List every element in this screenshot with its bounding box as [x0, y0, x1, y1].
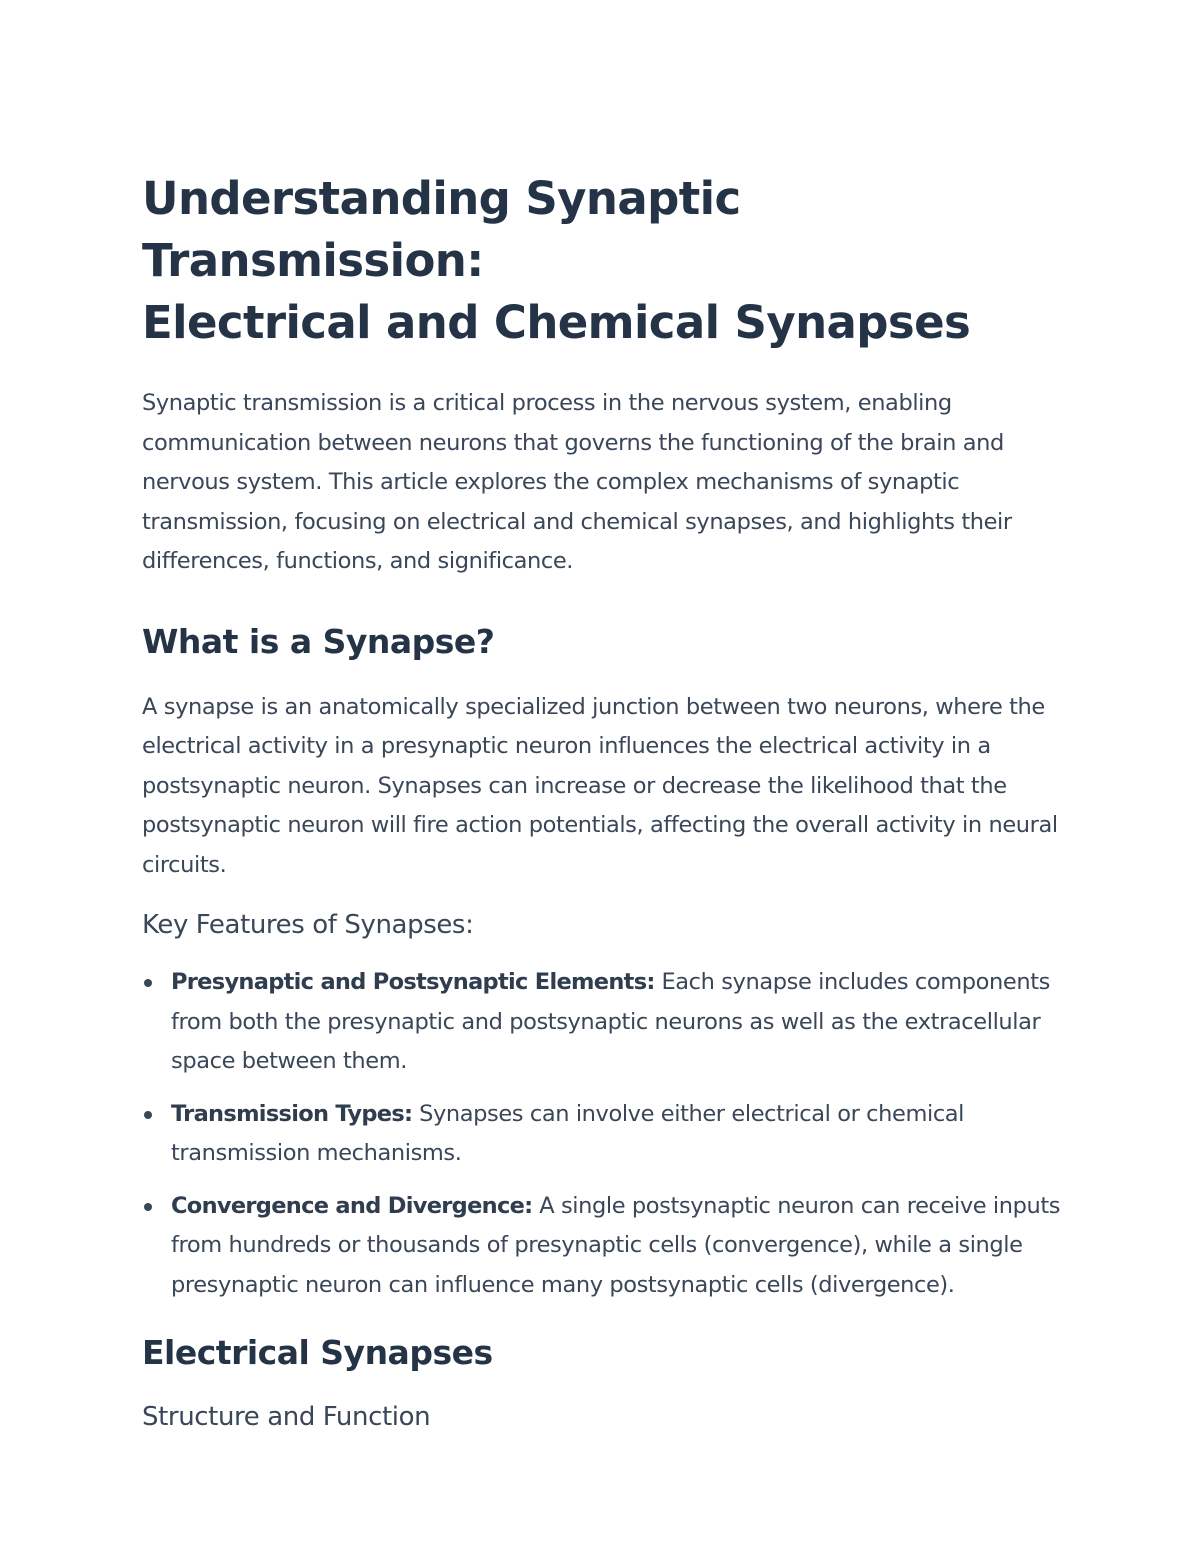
title-line-2: Electrical and Chemical Synapses — [142, 296, 971, 349]
synapse-definition-paragraph: A synapse is an anatomically specialized junction between two neurons, where the electrical activity in a presynaptic neuron influences the electrical activity in a postsynaptic neuron. Synapses can increase or decrease the likelihood that the postsynaptic neuron will fire action potentials, affecting the overall activity in neural circuits. — [142, 693, 1058, 878]
key-features-list — [142, 963, 1062, 1305]
list-item — [142, 1095, 1062, 1174]
document-page — [142, 168, 1062, 1435]
feature-term: Presynaptic and Postsynaptic Elements: — [171, 969, 655, 995]
title-line-1: Understanding Synaptic Transmission: — [142, 172, 741, 287]
feature-text: A single postsynaptic neuron can receive inputs from hundreds or thousands of presynaptic cells (convergence), while a single presynaptic neuron can influence many postsynaptic cells (divergence). — [171, 1192, 1061, 1298]
document-title — [142, 168, 1062, 354]
list-item — [142, 1187, 1062, 1306]
feature-term: Convergence and Divergence: — [171, 1192, 533, 1219]
intro-paragraph: Synaptic transmission is a critical process in the nervous system, enabling communication between neurons that governs the functioning of the brain and nervous system. This article explores the complex mechanisms of synaptic transmission, focusing on electrical and chemical synapses, and highlights their differences, functions, and significance. — [142, 390, 1012, 574]
feature-text: Each synapse includes components from both the presynaptic and postsynaptic neurons as well as the extracellular space between them. — [171, 969, 1050, 1074]
subheading-key-features: Key Features of Synapses: — [142, 910, 474, 940]
section-heading-what-is-a-synapse: What is a Synapse? — [142, 621, 495, 661]
bullet-icon — [144, 1203, 152, 1211]
subheading-structure-and-function: Structure and Function — [142, 1402, 431, 1432]
list-item — [142, 963, 1062, 1082]
feature-term: Transmission Types: — [171, 1100, 413, 1127]
bullet-icon — [144, 979, 152, 987]
bullet-icon — [144, 1111, 152, 1119]
section-heading-electrical-synapses: Electrical Synapses — [142, 1333, 493, 1372]
feature-text: Synapses can involve either electrical or chemical transmission mechanisms. — [171, 1100, 965, 1166]
